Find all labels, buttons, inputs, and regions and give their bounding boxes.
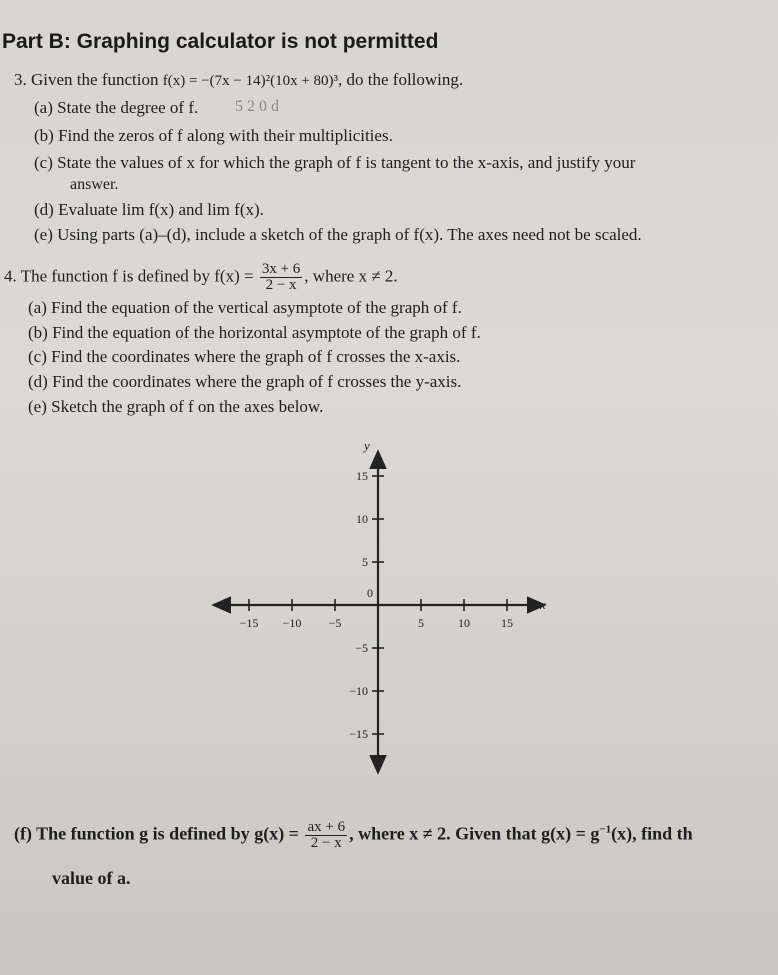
x-tick-label: −10 xyxy=(282,616,302,630)
q4-part-a: (a) Find the equation of the vertical asymptote of the graph of f. xyxy=(28,298,462,317)
q3-part-c-line2: answer. xyxy=(70,176,119,193)
q4-fraction xyxy=(260,262,302,293)
x-tick-label: 10 xyxy=(458,616,470,630)
q4-fraction-numerator: 3x + 6 xyxy=(261,261,301,277)
q4-part-d: (d) Find the coordinates where the graph of f crosses the y-axis. xyxy=(28,372,462,391)
y-tick-label: 15 xyxy=(356,469,368,483)
coordinate-axes xyxy=(210,430,570,780)
x-tick-label: −5 xyxy=(328,616,342,630)
q3-part-a: (a) State the degree of f. xyxy=(34,98,199,117)
q4-intro xyxy=(4,262,398,293)
q4-part-b: (b) Find the equation of the horizontal asymptote of the graph of f. xyxy=(28,323,481,342)
q4f-inverse-superscript: −1 xyxy=(599,823,612,836)
q4-intro-pre: 4. The function f is defined by f(x) = xyxy=(4,266,258,286)
q3-part-e: (e) Using parts (a)–(d), include a sketch of the graph of f(x). The axes need not be scaled. xyxy=(34,225,642,244)
q4f-fraction-denominator: 2 − x xyxy=(310,835,342,851)
q4-intro-post: , where x ≠ 2. xyxy=(304,266,398,286)
y-tick-label: −5 xyxy=(355,641,368,655)
x-tick-label: −15 xyxy=(239,616,259,630)
page-heading: Part B: Graphing calculator is not permitted xyxy=(2,30,439,53)
q4f-mid: , where x ≠ 2. Given that g(x) = g xyxy=(349,823,600,844)
q4f-fraction-numerator: ax + 6 xyxy=(307,819,346,835)
q4-part-c: (c) Find the coordinates where the graph of f crosses the x-axis. xyxy=(28,347,461,366)
q4-part-f-line1 xyxy=(14,820,693,851)
q4-fraction-denominator: 2 − x xyxy=(265,277,297,293)
x-axis-label: x xyxy=(540,597,546,612)
x-tick-label: 15 xyxy=(501,616,513,630)
x-ticks xyxy=(240,586,513,630)
q4f-post: (x), find th xyxy=(611,823,693,844)
q3-intro-pre: 3. Given the function xyxy=(14,70,163,89)
y-tick-label: −15 xyxy=(349,727,368,741)
q3-part-c-line1: (c) State the values of x for which the graph of f is tangent to the x-axis, and justify your xyxy=(34,153,636,172)
x-tick-label: 5 xyxy=(418,616,424,630)
x-tick-label: 0 xyxy=(367,586,373,600)
q3-intro-post: , do the following. xyxy=(338,70,464,89)
y-axis-label: y xyxy=(364,438,370,453)
y-tick-label: 10 xyxy=(356,512,368,526)
q4-part-f-line2: value of a. xyxy=(52,868,131,888)
q3-part-a-handwriting: 5 2 0 d xyxy=(235,98,279,115)
q3-intro xyxy=(14,70,463,90)
q4f-fraction xyxy=(305,820,347,851)
q4-part-e: (e) Sketch the graph of f on the axes below. xyxy=(28,397,324,416)
q3-function: f(x) = −(7x − 14)²(10x + 80)³ xyxy=(162,73,339,89)
q3-part-b: (b) Find the zeros of f along with their multiplicities. xyxy=(34,126,393,145)
y-tick-label: −10 xyxy=(349,684,368,698)
q4f-pre: (f) The function g is defined by g(x) = xyxy=(14,823,304,844)
q3-part-d: (d) Evaluate lim f(x) and lim f(x). xyxy=(34,200,264,219)
y-tick-label: 5 xyxy=(362,555,368,569)
